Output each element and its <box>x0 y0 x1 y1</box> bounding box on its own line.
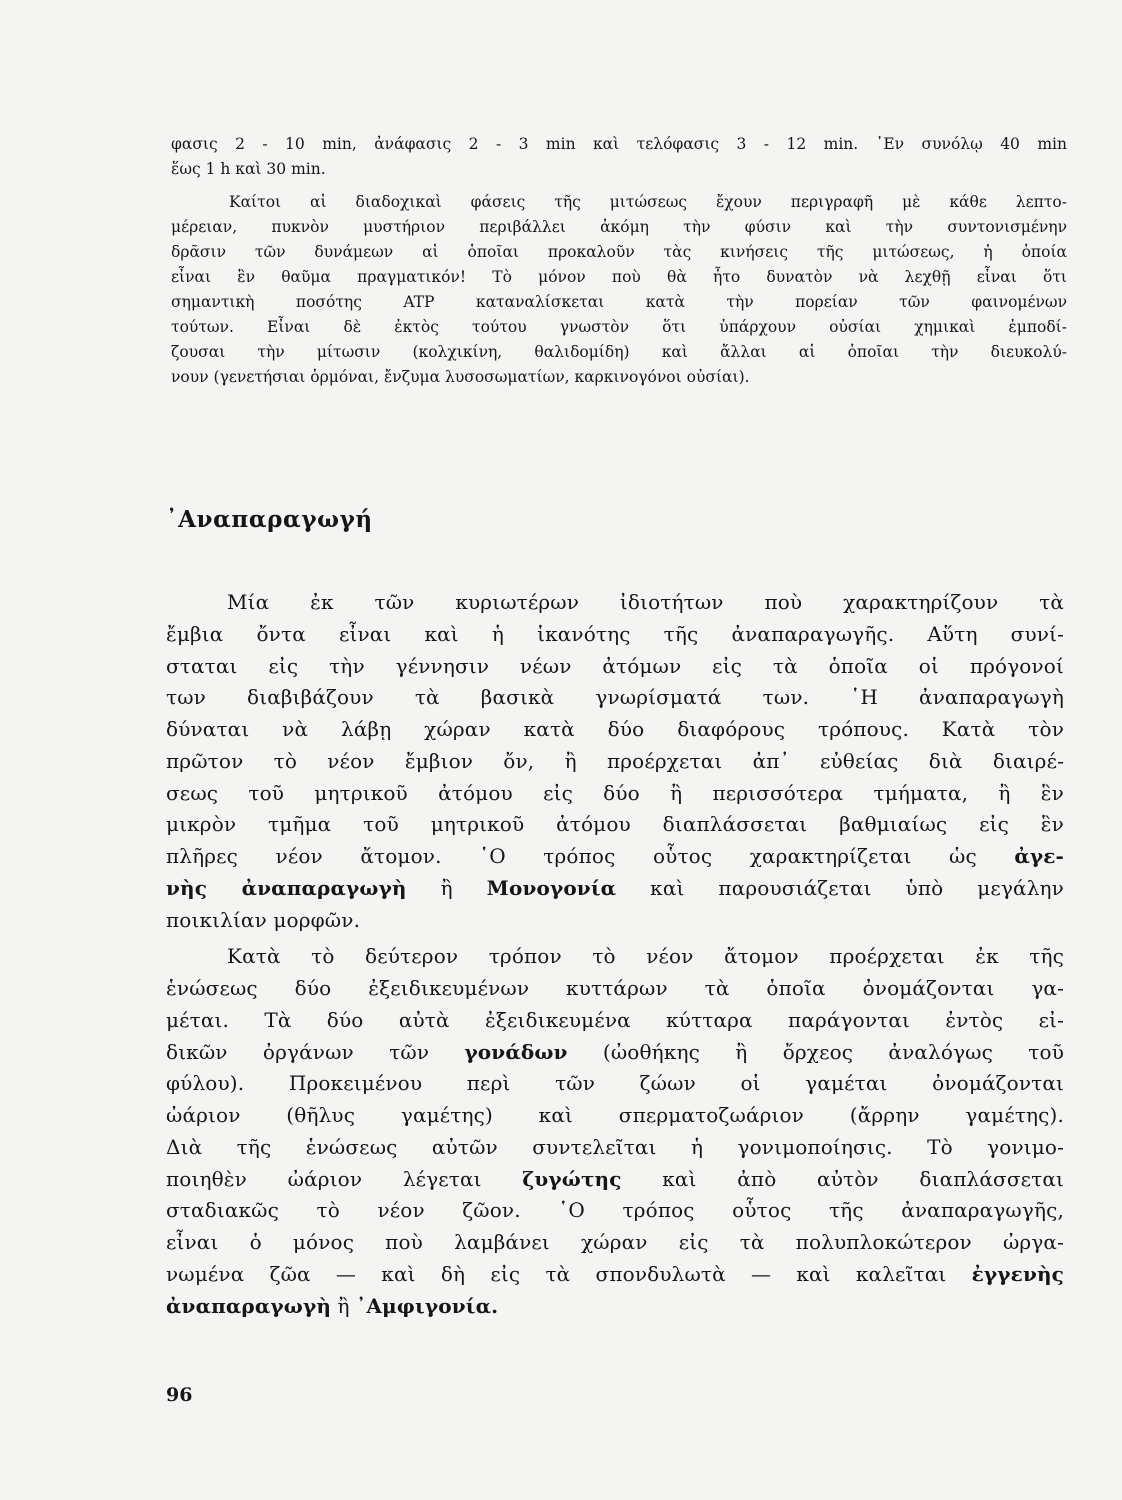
text-line: μέρειαν, πυκνὸν μυστήριον περιβάλλει ἀκόμη τὴν φύσιν καὶ τὴν συντονισμένην <box>171 218 1067 236</box>
text-line: φύλου). Προκειμένου περὶ τῶν ζώων οἱ γαμέται ὀνομάζονται <box>166 1071 1064 1096</box>
section-title: ᾿Αναπαραγωγή <box>166 506 373 533</box>
text-run: ποιηθὲν ὠάριον λέγεται <box>166 1166 482 1191</box>
term-engenis: ἐγγενὴς <box>971 1261 1064 1286</box>
text-run: δικῶν ὀργάνων τῶν <box>166 1039 430 1064</box>
text-line: ὠάριον (θῆλυς γαμέτης) καὶ σπερματοζωάριον (ἄρρην γαμέτης). <box>166 1103 1064 1127</box>
reproduction-text <box>166 587 1064 1322</box>
text-line: δρᾶσιν τῶν δυνάμεων αἱ ὁποῖαι προκαλοῦν τὰς κινήσεις τῆς μιτώσεως, ἡ ὁποία <box>171 243 1067 261</box>
text-run: καὶ ἀπὸ αὐτὸν διαπλάσσεται <box>662 1166 1065 1191</box>
text-line: σταδιακῶς τὸ νέον ζῶον. ῾Ο τρόπος οὗτος τῆς ἀναπαραγωγῆς, <box>166 1198 1064 1223</box>
text-run: πλῆρες νέον ἄτομον. ῾Ο τρόπος οὗτος χαρακτηρίζεται ὡς <box>166 844 977 868</box>
text-line <box>166 1037 1064 1069</box>
text-line: Διὰ τῆς ἑνώσεως αὐτῶν συντελεῖται ἡ γονιμοποίησις. Τὸ γονιμο- <box>166 1134 1064 1159</box>
text-line: σημαντικὴ ποσότης ATP καταναλίσκεται κατὰ τὴν πορείαν τῶν φαινομένων <box>171 293 1067 311</box>
text-run: ἢ <box>440 875 453 900</box>
text-line: Κατὰ τὸ δεύτερον τρόπον τὸ νέον ἄτομον προέρχεται ἐκ τῆς <box>227 944 1064 969</box>
text-line: ἑνώσεως δύο ἐξειδικευμένων κυττάρων τὰ ὁποῖα ὀνομάζονται γα- <box>166 976 1064 1000</box>
term-zygotis: ζυγώτης <box>522 1166 622 1191</box>
text-run: ἢ <box>337 1293 350 1318</box>
term-amfigonia: ᾿Αμφιγονία. <box>356 1293 499 1318</box>
text-line: ποικιλίαν μορφῶν. <box>166 907 361 932</box>
text-line: νουν (γενετήσιαι ὁρμόναι, ἔνζυμα λυσοσωματίων, καρκινογόνοι οὐσίαι). <box>171 368 750 386</box>
text-line: Μία ἐκ τῶν κυριωτέρων ἰδιοτήτων ποὺ χαρακτηρίζουν τὰ <box>227 590 1064 614</box>
text-run: (ὠοθήκης ἢ ὄρχεος ἀναλόγως τοῦ <box>602 1039 1064 1064</box>
text-line: των διαβιβάζουν τὰ βασικὰ γνωρίσματά των. ῾Η ἀναπαραγωγὴ <box>166 685 1064 710</box>
page-number: 96 <box>166 1384 193 1406</box>
text-line: Καίτοι αἱ διαδοχικαὶ φάσεις τῆς μιτώσεως ἔχουν περιγραφῆ μὲ κάθε λεπτο- <box>229 193 1067 211</box>
text-line: ἕως 1 h καὶ 30 min. <box>171 160 326 178</box>
text-line <box>166 1164 1064 1196</box>
text-line: τούτων. Εἶναι δὲ ἐκτὸς τούτου γνωστὸν ὅτι ὑπάρχουν οὐσίαι χημικαὶ ἐμποδί- <box>171 318 1067 336</box>
term-agenis-anaparagogi: νὴς ἀναπαραγωγὴ <box>166 875 407 900</box>
text-line: φασις 2 - 10 min, ἀνάφασις 2 - 3 min καὶ τελόφασις 3 - 12 min. ᾿Εν συνόλῳ 40 min <box>171 135 1067 153</box>
text-line: δύναται νὰ λάβῃ χώραν κατὰ δύο διαφόρους τρόπους. Κατὰ τὸν <box>166 717 1064 741</box>
text-line <box>166 1259 1064 1291</box>
text-run: καὶ παρουσιάζεται ὑπὸ μεγάλην <box>650 875 1064 900</box>
mitosis-paragraph <box>171 190 1067 390</box>
text-line: εἶναι ἓν θαῦμα πραγματικόν! Τὸ μόνον ποὺ θὰ ἦτο δυνατὸν νὰ λεχθῇ εἶναι ὅτι <box>171 268 1067 286</box>
term-agenis: ἀγε- <box>1014 844 1064 868</box>
text-line: εἶναι ὁ μόνος ποὺ λαμβάνει χώραν εἰς τὰ πολυπλοκώτερον ὠργα- <box>166 1230 1064 1254</box>
text-line: ἔμβια ὄντα εἶναι καὶ ἡ ἱκανότης τῆς ἀναπαραγωγῆς. Αὕτη συνί- <box>166 621 1064 646</box>
text-line <box>166 873 1064 905</box>
term-monogonia: Μονογονία <box>486 875 617 900</box>
term-gonadon: γονάδων <box>464 1039 568 1064</box>
continuation-paragraph <box>171 132 1067 182</box>
text-line: σταται εἰς τὴν γέννησιν νέων ἀτόμων εἰς τὰ ὁποῖα οἱ πρόγονοί <box>166 653 1064 678</box>
text-line <box>166 1291 1064 1323</box>
text-line: πρῶτον τὸ νέον ἔμβιον ὄν, ἢ προέρχεται ἀπ᾿ εὐθείας διὰ διαιρέ- <box>166 748 1064 773</box>
text-line: σεως τοῦ μητρικοῦ ἀτόμου εἰς δύο ἢ περισσότερα τμήματα, ἢ ἓν <box>166 780 1064 805</box>
term-anaparagogi: ἀναπαραγωγὴ <box>166 1293 332 1318</box>
text-line: μικρὸν τμῆμα τοῦ μητρικοῦ ἀτόμου διαπλάσσεται βαθμιαίως εἰς ἓν <box>166 812 1064 837</box>
text-run: νωμένα ζῶα — καὶ δὴ εἰς τὰ σπονδυλωτὰ — καὶ καλεῖται <box>166 1261 947 1286</box>
text-line: μέται. Τὰ δύο αὐτὰ ἐξειδικευμένα κύτταρα παράγονται ἐντὸς εἰ- <box>166 1007 1064 1032</box>
text-line <box>166 841 1064 873</box>
text-line: ζουσαι τὴν μίτωσιν (κολχικίνη, θαλιδομίδη) καὶ ἄλλαι αἱ ὁποῖαι τὴν διευκολύ- <box>171 343 1067 361</box>
